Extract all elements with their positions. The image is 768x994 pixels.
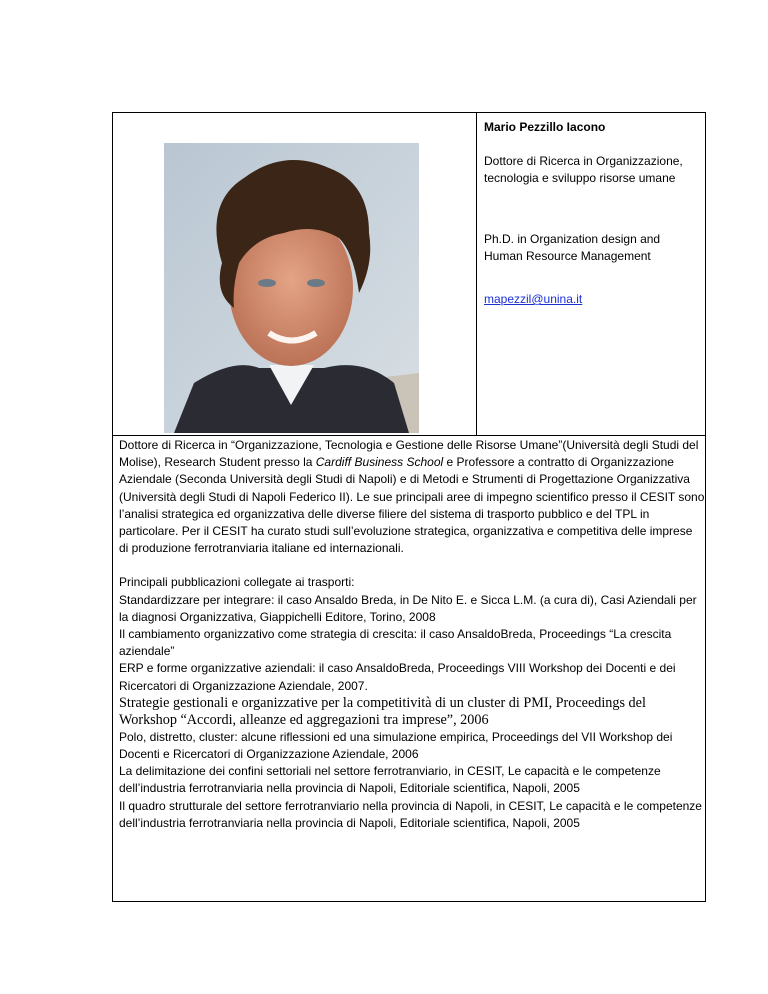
- profile-table: [112, 112, 706, 902]
- publications-heading: Principali pubblicazioni collegate ai trasporti:: [119, 575, 355, 590]
- biography-section: [119, 437, 705, 832]
- biography-paragraph: [119, 437, 705, 557]
- publication-item: Il quadro strutturale del settore ferrotranviario nella provincia di Napoli, in CESIT, Le capacità e le competenze dell’industria ferrotranviaria nella provincia di Napoli, Editoriale scientifica, Napoli, 2005: [119, 798, 702, 830]
- table-column-divider: [476, 113, 477, 435]
- email-link[interactable]: mapezzil@unina.it: [484, 292, 583, 306]
- publication-item: La delimitazione dei confini settoriali nel settore ferrotranviario, in CESIT, Le capacità e le competenze dell’industria ferrotranviaria nella provincia di Napoli, Editoriale scientifica, Napoli, 2005: [119, 764, 661, 796]
- publication-item: Polo, distretto, cluster: alcune riflessioni ed una simulazione empirica, Proceedings del VII Workshop dei Docenti e Ricercatori di Organizzazione Aziendale, 2006: [119, 729, 673, 762]
- bio-text-2: e Professore a contratto di Organizzazione Aziendale (Seconda Università degli Studi di Napoli) e di Metodi e Strumenti di Progettazione Organizzativa (Università degli Studi di Napoli Federico II). Le sue principali aree di impegno scientifico presso il CESIT sono l’analisi strategica ed organizzativa delle diverse filiere del sistema di trasporto pubblico e del TPL in particolare. Per il CESIT ha curato studi sull’evoluzione strategica, organizzativa e competitiva delle imprese di produzione ferrotranviaria italiane ed internazionali.: [119, 455, 705, 556]
- bio-school-name: Cardiff Business School: [315, 455, 444, 470]
- profile-name: Mario Pezzillo Iacono: [484, 120, 606, 134]
- publication-item: Il cambiamento organizzativo come strategia di crescita: il caso AnsaldoBreda, Proceedings “La crescita aziendale”: [119, 627, 672, 659]
- publication-item: Standardizzare per integrare: il caso Ansaldo Breda, in De Nito E. e Sicca L.M. (a cura di), Casi Aziendali per la diagnosi Organizzativa, Giappichelli Editore, Torino, 2008: [119, 592, 697, 624]
- portrait-photo: [164, 143, 419, 433]
- publication-item: ERP e forme organizzative aziendali: il caso AnsaldoBreda, Proceedings VIII Workshop dei Docenti e dei Ricercatori di Organizzazione Aziendale, 2007.: [119, 661, 676, 693]
- table-row-divider: [113, 435, 705, 436]
- profile-title-italian: Dottore di Ricerca in Organizzazione, tecnologia e sviluppo risorse umane: [484, 154, 683, 185]
- profile-title-english: Ph.D. in Organization design and Human Resource Management: [484, 232, 661, 263]
- bio-text-1: Dottore di Ricerca in “Organizzazione, Tecnologia e Gestione delle Risorse Umane”(Università degli Studi del Molise), Research Student presso la: [119, 438, 699, 470]
- portrait-image: [164, 143, 419, 433]
- publication-item: Strategie gestionali e organizzative per la competitività di un cluster di PMI, Proceedings del Workshop “Accordi, alleanze ed aggregazioni tra imprese”, 2006: [119, 694, 646, 728]
